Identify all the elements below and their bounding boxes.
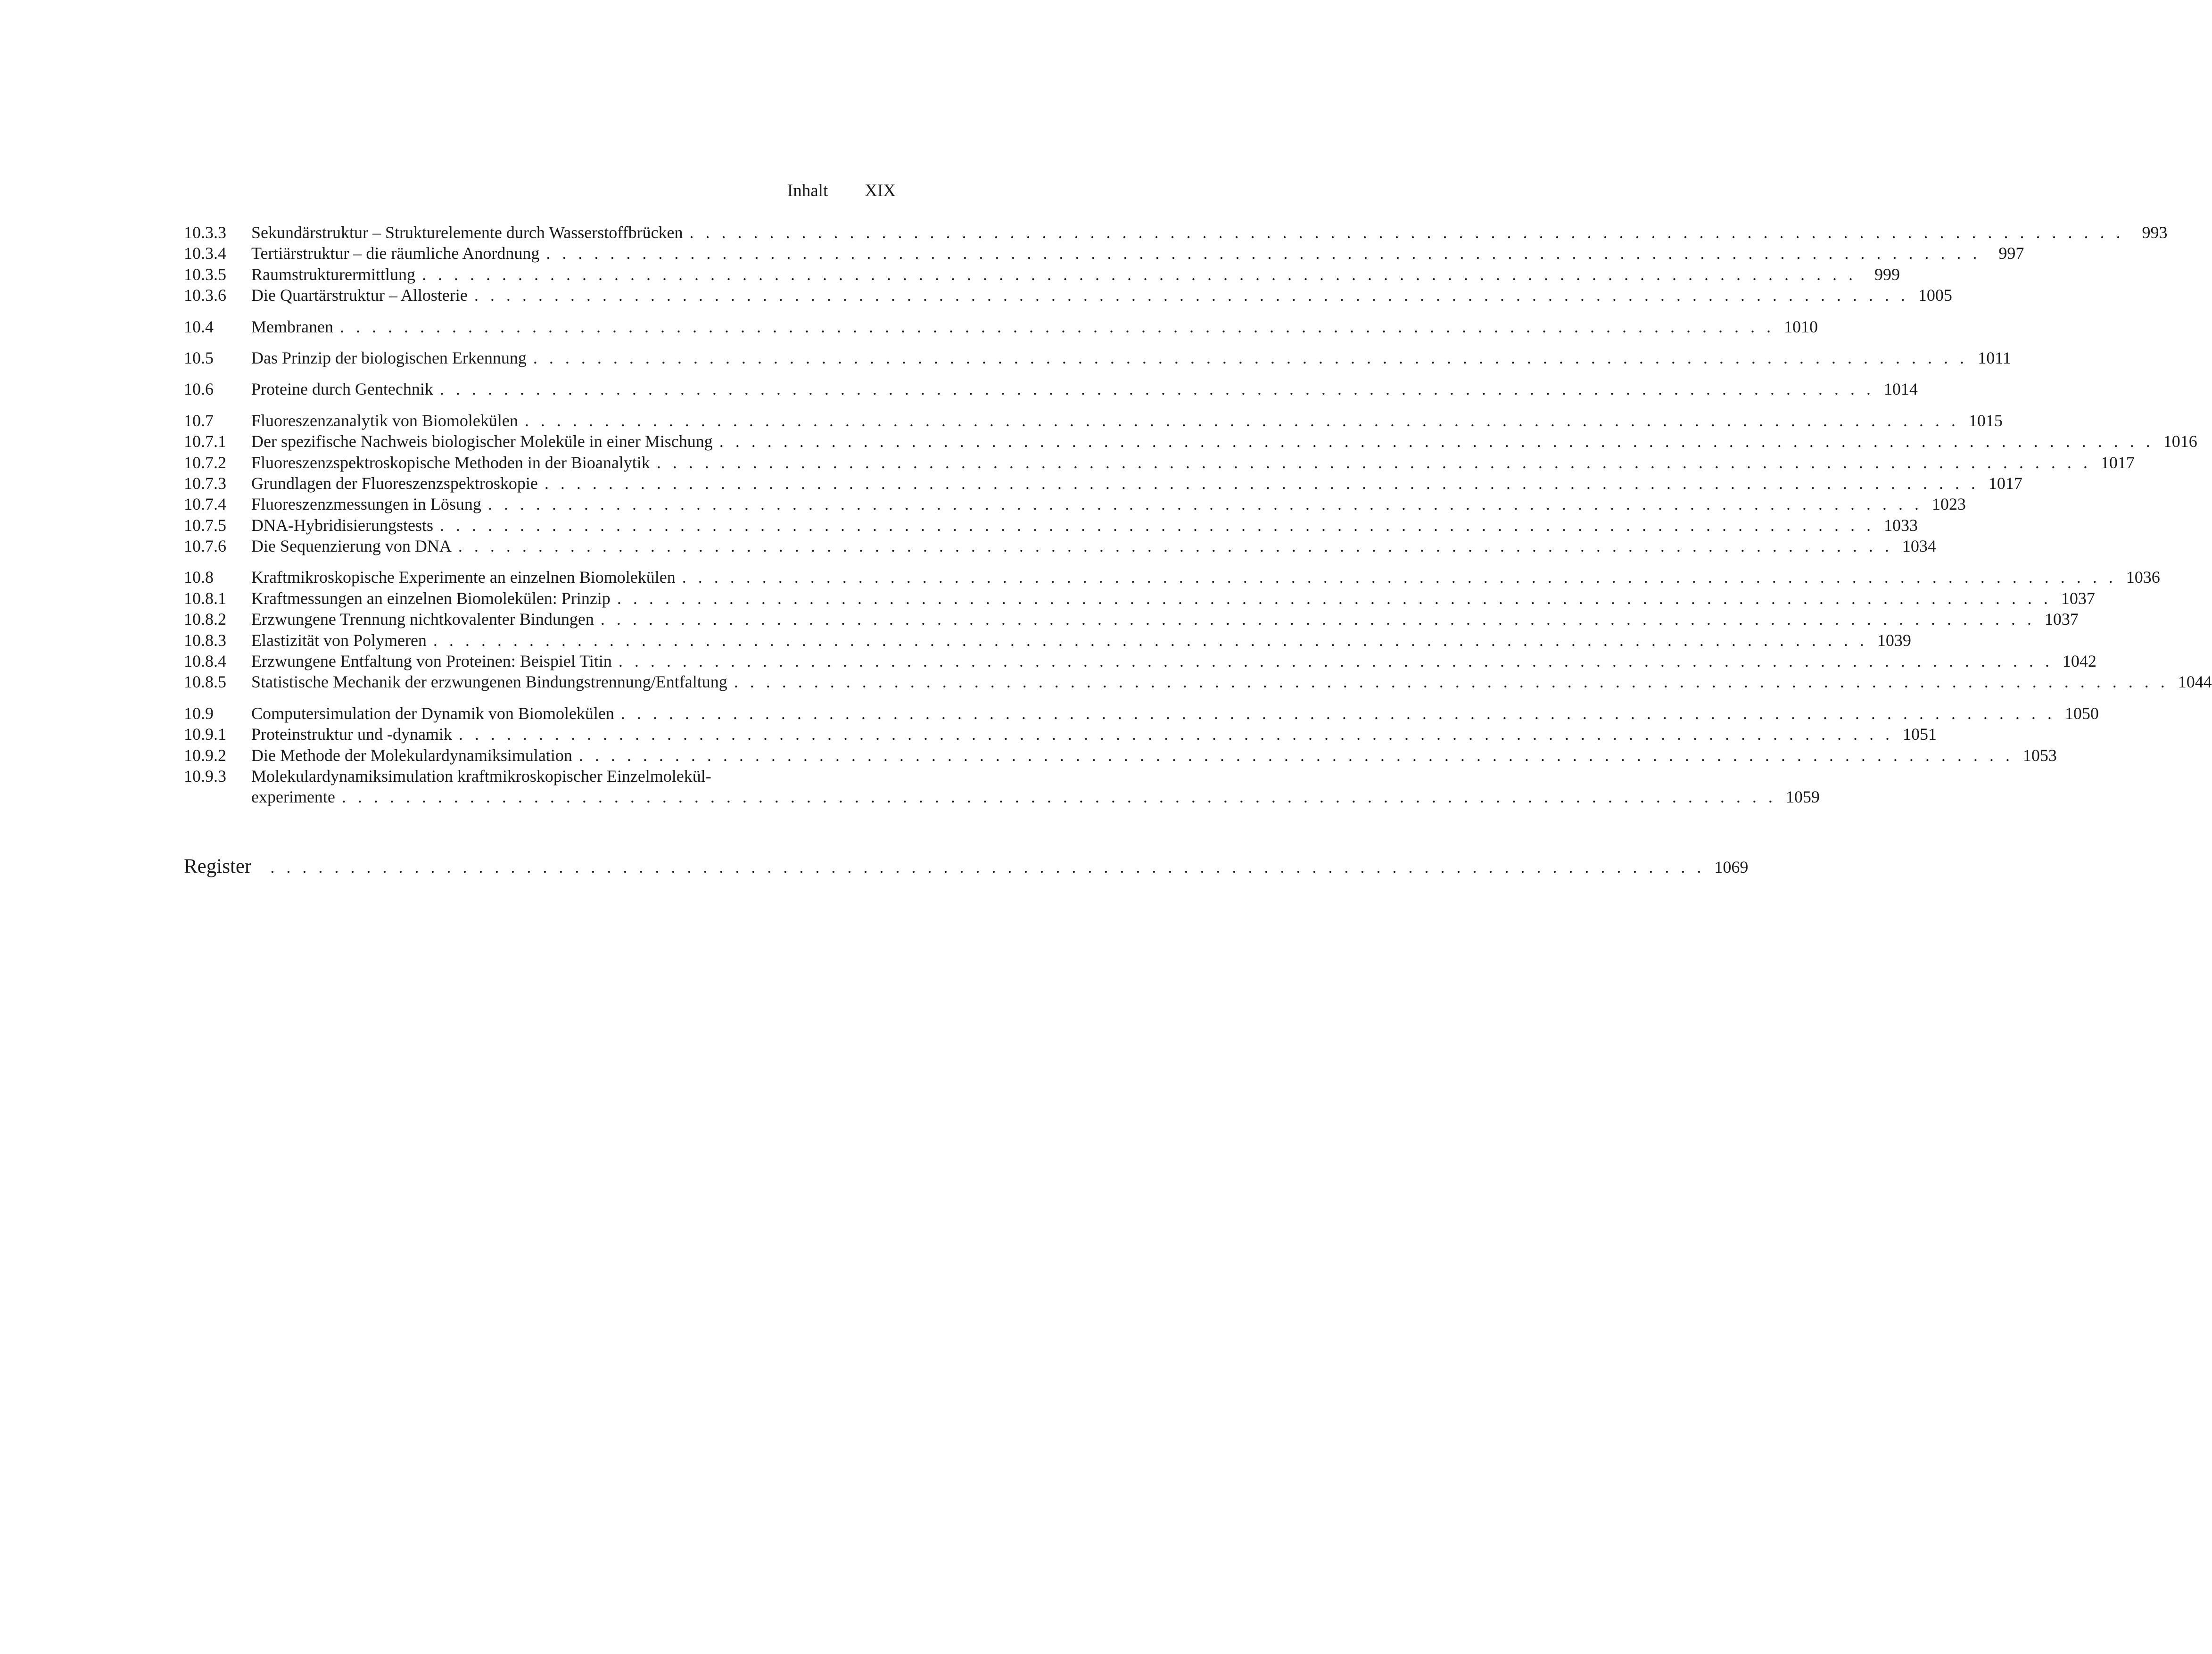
running-head-page-number: XIX [865, 181, 896, 200]
section-number: 10.8.1 [184, 588, 226, 608]
dot-leader: . . . . . . . . . . . . . . . . . . . . . . . . . . . . . . . . . . . . . . . . . . . . . . . . . . . . . . . . . . . . . . . . . . . . . . . . . . . . . . . . . . . . . . . . . . [341, 787, 1776, 807]
dot-leader: . . . . . . . . . . . . . . . . . . . . . . . . . . . . . . . . . . . . . . . . . . . . . . . . . . . . . . . . . . . . . . . . . . . . . . . . . . . . . . . . . . . . . . . . . . [734, 672, 2169, 692]
dot-leader: . . . . . . . . . . . . . . . . . . . . . . . . . . . . . . . . . . . . . . . . . . . . . . . . . . . . . . . . . . . . . . . . . . . . . . . . . . . . . . . . . . . . . . . . . . [474, 286, 1909, 305]
section-number: 10.7.6 [184, 537, 226, 556]
dot-leader: . . . . . . . . . . . . . . . . . . . . . . . . . . . . . . . . . . . . . . . . . . . . . . . . . . . . . . . . . . . . . . . . . . . . . . . . . . . . . . . . . . . . . . . . . . [689, 223, 2124, 242]
section-number: 10.8.4 [184, 652, 226, 671]
section-title: Computersimulation der Dynamik von Biomolekülen [251, 703, 614, 723]
section-title: Tertiärstruktur – die räumliche Anordnung [251, 244, 540, 263]
toc-entry[interactable] [184, 285, 1952, 306]
page-number: 1069 [1714, 858, 1749, 877]
dot-leader: . . . . . . . . . . . . . . . . . . . . . . . . . . . . . . . . . . . . . . . . . . . . . . . . . . . . . . . . . . . . . . . . . . . . . . . . . . . . . . . . . . . . . . . . . . [439, 380, 1874, 399]
section-title: Die Quartärstruktur – Allosterie [251, 286, 468, 305]
section-number: 10.7.4 [184, 495, 226, 514]
toc-entry[interactable] [184, 567, 2160, 587]
toc-entry[interactable] [184, 515, 1918, 536]
toc-entry[interactable] [184, 671, 2212, 692]
toc-entry[interactable] [184, 536, 1936, 556]
register-title: Register [184, 855, 252, 877]
page-number: 1015 [1968, 411, 2003, 430]
page-number: 1051 [1902, 725, 1937, 744]
running-head-title: Inhalt [787, 181, 828, 200]
section-title: Membranen [251, 317, 333, 336]
section-number: 10.7.3 [184, 473, 226, 493]
toc-entry[interactable] [184, 588, 2095, 609]
toc-entry[interactable] [184, 609, 2079, 629]
section-title: Fluoreszenzanalytik von Biomolekülen [251, 411, 518, 430]
toc-entry[interactable] [184, 316, 1818, 337]
section-title: Molekulardynamiksimulation kraftmikroskopischer Einzelmolekül- [251, 766, 711, 786]
toc-entry[interactable] [184, 243, 2024, 264]
section-title: Erzwungene Trennung nichtkovalenter Bindungen [251, 610, 594, 629]
page-number: 1039 [1877, 630, 1911, 650]
dot-leader: . . . . . . . . . . . . . . . . . . . . . . . . . . . . . . . . . . . . . . . . . . . . . . . . . . . . . . . . . . . . . . . . . . . . . . . . . . . . . . . . . . . . . . . . . . [719, 432, 2154, 451]
page-number: 1033 [1883, 515, 1918, 535]
page-number: 1053 [2022, 745, 2057, 765]
dot-leader: . . . . . . . . . . . . . . . . . . . . . . . . . . . . . . . . . . . . . . . . . . . . . . . . . . . . . . . . . . . . . . . . . . . . . . . . . . . . . . . . . . . . . . . . . . [656, 453, 2091, 472]
section-number: 10.7.2 [184, 453, 226, 472]
page-number: 1011 [1978, 348, 2011, 367]
section-number: 10.3.6 [184, 286, 226, 305]
section-number: 10.5 [184, 348, 214, 367]
toc-group-10-3 [184, 222, 2168, 306]
dot-leader: . . . . . . . . . . . . . . . . . . . . . . . . . . . . . . . . . . . . . . . . . . . . . . . . . . . . . . . . . . . . . . . . . . . . . . . . . . . . . . . . . . . . . . . . . . [270, 858, 1705, 877]
dot-leader: . . . . . . . . . . . . . . . . . . . . . . . . . . . . . . . . . . . . . . . . . . . . . . . . . . . . . . . . . . . . . . . . . . . . . . . . . . . . . . . . . . . . . . . . . . [339, 317, 1775, 336]
section-number: 10.8.5 [184, 672, 226, 692]
section-title: Elastizität von Polymeren [251, 630, 427, 650]
section-number: 10.8 [184, 568, 214, 587]
page-number: 1036 [2126, 568, 2160, 587]
toc-entry[interactable] [184, 473, 2022, 494]
dot-leader: . . . . . . . . . . . . . . . . . . . . . . . . . . . . . . . . . . . . . . . . . . . . . . . . . . . . . . . . . . . . . . . . . . . . . . . . . . . . . . . . . . . . . . . . . . [524, 411, 1959, 430]
page-number: 1005 [1918, 286, 1952, 305]
section-title: Proteinstruktur und -dynamik [251, 725, 452, 744]
page-number: 1017 [1988, 473, 2022, 493]
toc-entry[interactable] [184, 494, 1966, 514]
dot-leader: . . . . . . . . . . . . . . . . . . . . . . . . . . . . . . . . . . . . . . . . . . . . . . . . . . . . . . . . . . . . . . . . . . . . . . . . . . . . . . . . . . . . . . . . . . [533, 348, 1968, 367]
page-number: 1016 [2163, 432, 2197, 451]
page-number: 999 [1874, 265, 1900, 284]
dot-leader: . . . . . . . . . . . . . . . . . . . . . . . . . . . . . . . . . . . . . . . . . . . . . . . . . . . . . . . . . . . . . . . . . . . . . . . . . . . . . . . . . . . . . . . . . . [458, 725, 1893, 744]
section-title: Proteine durch Gentechnik [251, 380, 433, 399]
toc-group-10-8 [184, 567, 2212, 692]
table-of-contents [184, 222, 2212, 818]
dot-leader: . . . . . . . . . . . . . . . . . . . . . . . . . . . . . . . . . . . . . . . . . . . . . . . . . . . . . . . . . . . . . . . . . . . . . . . . . . . . . . . . . . . . . . . . . . [578, 745, 2014, 765]
section-title: Die Methode der Molekulardynamiksimulation [251, 745, 572, 765]
toc-group-10-5 [184, 347, 2011, 368]
page-number: 1042 [2062, 652, 2096, 671]
toc-entry[interactable] [184, 766, 1820, 808]
section-number: 10.6 [184, 380, 214, 399]
page-number: 1037 [2061, 588, 2095, 608]
section-title: Der spezifische Nachweis biologischer Moleküle in einer Mischung [251, 432, 713, 451]
page-number: 997 [1998, 244, 2024, 263]
section-number: 10.4 [184, 317, 214, 336]
section-title: Fluoreszenzmessungen in Lösung [251, 495, 481, 514]
section-title-continuation: experimente [251, 787, 335, 807]
toc-group-10-6 [184, 379, 1918, 399]
page-number: 1037 [2044, 610, 2079, 629]
page-number: 1034 [1902, 537, 1936, 556]
section-number: 10.9.1 [184, 725, 226, 744]
section-title: Das Prinzip der biologischen Erkennung [251, 348, 527, 367]
page-number: 1014 [1883, 380, 1918, 399]
section-number: 10.7.1 [184, 432, 226, 451]
running-head [707, 179, 896, 203]
section-title: Kraftmessungen an einzelnen Biomolekülen: Prinzip [251, 588, 611, 608]
toc-entry[interactable] [184, 379, 1918, 399]
section-number: 10.3.4 [184, 244, 226, 263]
dot-leader: . . . . . . . . . . . . . . . . . . . . . . . . . . . . . . . . . . . . . . . . . . . . . . . . . . . . . . . . . . . . . . . . . . . . . . . . . . . . . . . . . . . . . . . . . . [600, 610, 2035, 629]
toc-entry[interactable] [184, 222, 2168, 243]
section-title: Grundlagen der Fluoreszenzspektroskopie [251, 473, 538, 493]
dot-leader: . . . . . . . . . . . . . . . . . . . . . . . . . . . . . . . . . . . . . . . . . . . . . . . . . . . . . . . . . . . . . . . . . . . . . . . . . . . . . . . . . . . . . . . . . . [421, 265, 1857, 284]
section-number: 10.9.2 [184, 745, 226, 765]
page-number: 993 [2142, 223, 2168, 242]
section-title: Sekundärstruktur – Strukturelemente durch Wasserstoffbrücken [251, 223, 683, 242]
toc-group-10-4 [184, 316, 1818, 337]
section-number: 10.9 [184, 703, 214, 723]
toc-entry[interactable] [184, 452, 2135, 473]
page-number: 1017 [2100, 453, 2135, 472]
section-title: Raumstrukturermittlung [251, 265, 415, 284]
page-number: 1059 [1785, 787, 1820, 807]
section-title: Erzwungene Entfaltung von Proteinen: Beispiel Titin [251, 652, 612, 671]
dot-leader: . . . . . . . . . . . . . . . . . . . . . . . . . . . . . . . . . . . . . . . . . . . . . . . . . . . . . . . . . . . . . . . . . . . . . . . . . . . . . . . . . . . . . . . . . . [620, 703, 2055, 723]
section-number: 10.8.3 [184, 630, 226, 650]
section-title: Statistische Mechanik der erzwungenen Bindungstrennung/Entfaltung [251, 672, 727, 692]
toc-entry[interactable] [184, 347, 2011, 368]
section-number: 10.3.5 [184, 265, 226, 284]
dot-leader: . . . . . . . . . . . . . . . . . . . . . . . . . . . . . . . . . . . . . . . . . . . . . . . . . . . . . . . . . . . . . . . . . . . . . . . . . . . . . . . . . . . . . . . . . . [546, 244, 1981, 263]
dot-leader: . . . . . . . . . . . . . . . . . . . . . . . . . . . . . . . . . . . . . . . . . . . . . . . . . . . . . . . . . . . . . . . . . . . . . . . . . . . . . . . . . . . . . . . . . . [544, 473, 1979, 493]
toc-entry[interactable] [184, 431, 2197, 452]
page-number: 1023 [1931, 495, 1966, 514]
dot-leader: . . . . . . . . . . . . . . . . . . . . . . . . . . . . . . . . . . . . . . . . . . . . . . . . . . . . . . . . . . . . . . . . . . . . . . . . . . . . . . . . . . . . . . . . . . [617, 588, 2052, 608]
page-number: 1050 [2064, 703, 2099, 723]
dot-leader: . . . . . . . . . . . . . . . . . . . . . . . . . . . . . . . . . . . . . . . . . . . . . . . . . . . . . . . . . . . . . . . . . . . . . . . . . . . . . . . . . . . . . . . . . . [487, 495, 1923, 514]
toc-entry[interactable] [184, 410, 2003, 431]
section-title: Kraftmikroskopische Experimente an einzelnen Biomolekülen [251, 568, 676, 587]
section-number: 10.3.3 [184, 223, 226, 242]
page-number: 1010 [1783, 317, 1818, 336]
toc-entry[interactable] [184, 703, 2099, 724]
toc-entry[interactable] [184, 724, 1937, 744]
dot-leader: . . . . . . . . . . . . . . . . . . . . . . . . . . . . . . . . . . . . . . . . . . . . . . . . . . . . . . . . . . . . . . . . . . . . . . . . . . . . . . . . . . . . . . . . . . [682, 568, 2117, 587]
dot-leader: . . . . . . . . . . . . . . . . . . . . . . . . . . . . . . . . . . . . . . . . . . . . . . . . . . . . . . . . . . . . . . . . . . . . . . . . . . . . . . . . . . . . . . . . . . [439, 515, 1874, 535]
page-number: 1044 [2178, 672, 2212, 692]
section-number: 10.9.3 [184, 766, 226, 786]
section-title: Die Sequenzierung von DNA [251, 537, 452, 556]
section-number: 10.8.2 [184, 610, 226, 629]
section-number: 10.7 [184, 411, 214, 430]
dot-leader: . . . . . . . . . . . . . . . . . . . . . . . . . . . . . . . . . . . . . . . . . . . . . . . . . . . . . . . . . . . . . . . . . . . . . . . . . . . . . . . . . . . . . . . . . . [458, 537, 1893, 556]
toc-group-10-9 [184, 703, 2099, 808]
toc-entry[interactable] [184, 264, 1900, 285]
toc-entry[interactable] [184, 745, 2057, 766]
section-title: Fluoreszenzspektroskopische Methoden in der Bioanalytik [251, 453, 650, 472]
toc-entry[interactable] [184, 651, 2096, 671]
toc-entry-register[interactable] [184, 853, 1749, 880]
section-number: 10.7.5 [184, 515, 226, 535]
toc-entry[interactable] [184, 630, 1911, 651]
section-title: DNA-Hybridisierungstests [251, 515, 433, 535]
dot-leader: . . . . . . . . . . . . . . . . . . . . . . . . . . . . . . . . . . . . . . . . . . . . . . . . . . . . . . . . . . . . . . . . . . . . . . . . . . . . . . . . . . . . . . . . . . [618, 652, 2053, 671]
dot-leader: . . . . . . . . . . . . . . . . . . . . . . . . . . . . . . . . . . . . . . . . . . . . . . . . . . . . . . . . . . . . . . . . . . . . . . . . . . . . . . . . . . . . . . . . . . [433, 630, 1868, 650]
toc-group-10-7 [184, 410, 2197, 557]
